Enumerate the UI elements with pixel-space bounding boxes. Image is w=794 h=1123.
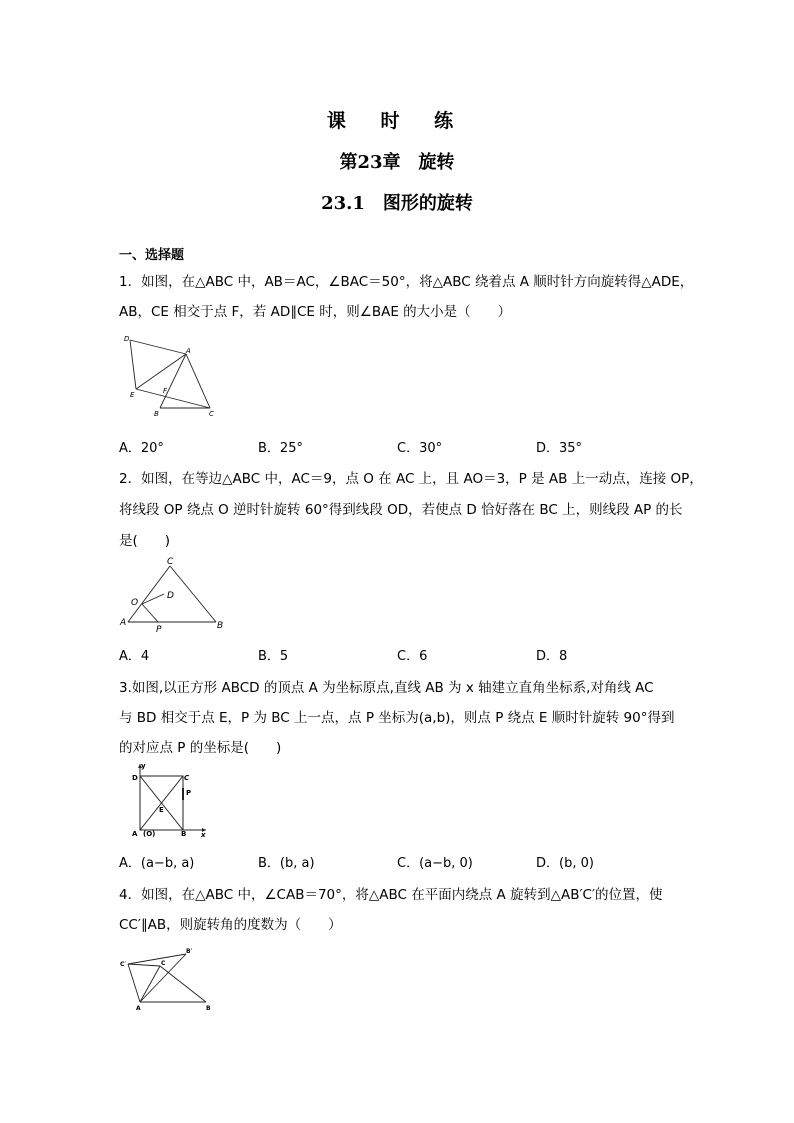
question-2-option-c: C．6 (397, 649, 428, 664)
question-3-line-1: 3.如图,以正方形 ABCD 的顶点 A 为坐标原点,直线 AB 为 x 轴建立直角坐标系,对角线 AC (119, 680, 654, 696)
question-1-figure (118, 332, 228, 422)
figure-1-label-e: E (130, 391, 135, 399)
question-2-figure (118, 554, 233, 634)
chapter-title: 第23章 旋转 (339, 152, 455, 173)
question-4-figure (118, 944, 218, 1016)
figure-1-label-f: F (163, 387, 168, 395)
figure-4-label-a: A (136, 1005, 141, 1012)
question-3-option-a: A．(a−b, a) (119, 856, 195, 871)
figure-3-label-a: A (132, 830, 138, 838)
figure-2-label-b: B (217, 621, 224, 631)
question-1-line-1: 1．如图，在△ABC 中，AB＝AC，∠BAC＝50°，将△ABC 绕着点 A 顺时针方向旋转得△ADE， (119, 274, 694, 290)
question-1-line-2: AB，CE 相交于点 F，若 AD∥CE 时，则∠BAE 的大小是（ ） (119, 304, 512, 320)
figure-1-label-c: C (209, 410, 214, 418)
question-1-option-b: B．25° (258, 441, 303, 456)
question-1-option-a: A．20° (119, 441, 164, 456)
figure-2-label-o: O (131, 598, 139, 608)
figure-3-label-d: D (132, 774, 138, 782)
figure-1-label-d: D (124, 335, 130, 343)
figure-3-label-x: x (201, 831, 206, 839)
figure-1-label-a: A (186, 347, 191, 355)
question-3-option-c: C．(a−b, 0) (397, 856, 473, 871)
section-heading: 一、选择题 (119, 248, 185, 263)
figure-3-label-p: P (186, 789, 192, 797)
figure-4-label-c-prime: C′ (120, 961, 126, 968)
question-2-line-2: 将线段 OP 绕点 O 逆时针旋转 60°得到线段 OD，若使点 D 恰好落在 BC 上，则线段 AP 的长 (119, 502, 683, 518)
worksheet-title: 课 时 练 (326, 110, 468, 132)
question-2-line-3: 是( ) (119, 533, 171, 549)
figure-3-label-e: E (159, 806, 164, 814)
question-2-option-b: B．5 (258, 649, 289, 664)
question-4-line-1: 4．如图，在△ABC 中，∠CAB＝70°，将△ABC 在平面内绕点 A 旋转到△AB′C′的位置，使 (119, 887, 663, 903)
question-2-option-a: A．4 (119, 649, 150, 664)
question-3-line-2: 与 BD 相交于点 E，P 为 BC 上一点，点 P 坐标为(a,b)，则点 P 绕点 E 顺时针旋转 90°得到 (119, 710, 675, 726)
figure-2-label-p: P (156, 625, 162, 634)
question-3-option-b: B．(b, a) (258, 856, 315, 871)
question-3-option-d: D．(b, 0) (536, 856, 594, 871)
question-3-figure (118, 760, 213, 840)
figure-1-label-b: B (154, 410, 159, 418)
question-1-option-d: D．35° (536, 441, 583, 456)
question-2-option-d: D．8 (536, 649, 568, 664)
figure-3-label-y: y (141, 762, 146, 770)
figure-4-label-b: B (206, 1005, 211, 1012)
figure-3-label-b: B (181, 830, 187, 838)
figure-4-label-b-prime: B′ (186, 948, 193, 955)
figure-2-label-c: C (167, 557, 174, 567)
section-title: 23.1 图形的旋转 (321, 193, 473, 214)
figure-4-label-c: C (161, 960, 166, 967)
figure-3-label-c: C (184, 774, 190, 782)
question-2-line-1: 2．如图，在等边△ABC 中，AC＝9，点 O 在 AC 上，且 AO＝3，P 是 AB 上一动点，连接 OP， (119, 471, 703, 487)
figure-3-label-o: (O) (143, 830, 156, 838)
question-3-line-3: 的对应点 P 的坐标是( ) (119, 740, 282, 756)
figure-2-label-a: A (120, 618, 127, 628)
question-4-line-2: CC′∥AB，则旋转角的度数为（ ） (119, 917, 342, 933)
question-1-option-c: C．30° (397, 441, 443, 456)
figure-2-label-d: D (167, 591, 174, 601)
